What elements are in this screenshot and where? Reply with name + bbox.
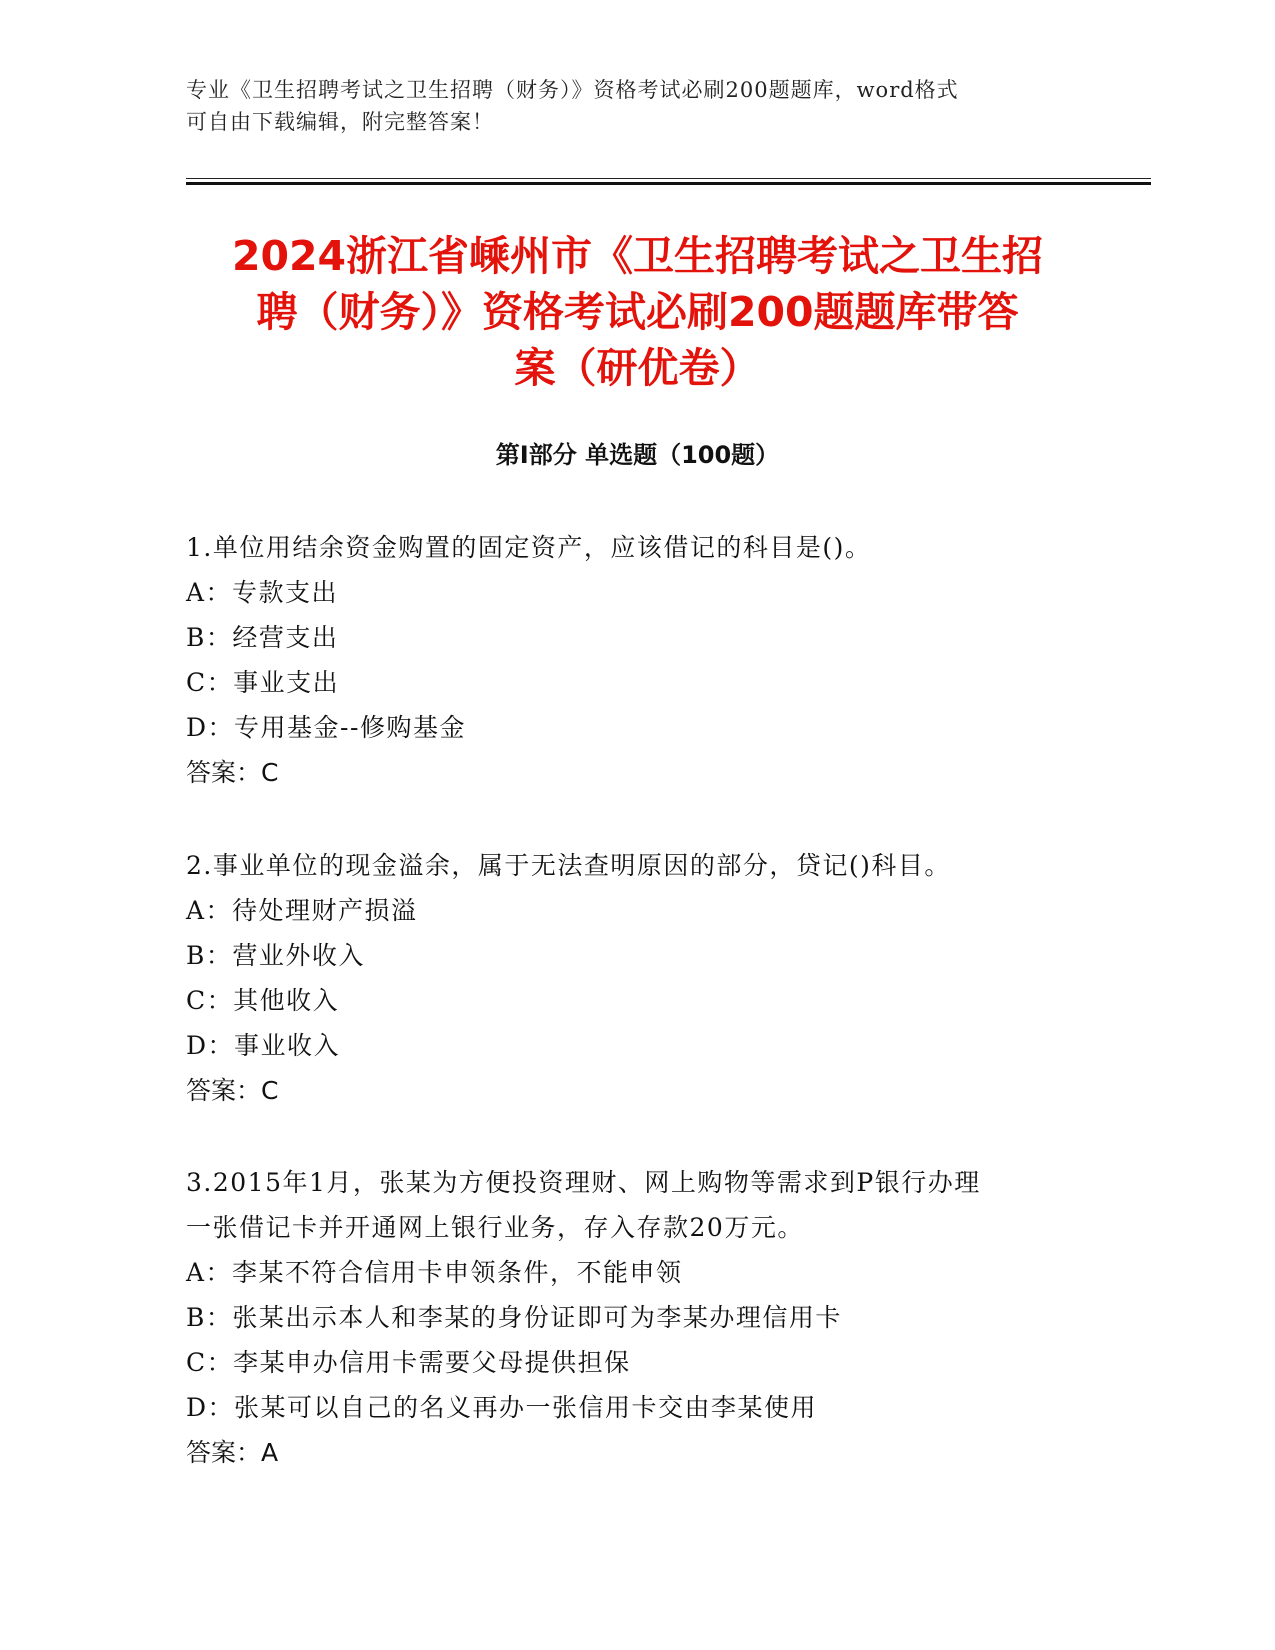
option-b: B：营业外收入 xyxy=(186,941,365,970)
option-a: A：李某不符合信用卡申领条件，不能申领 xyxy=(186,1258,683,1287)
header-divider-thin xyxy=(186,178,1151,179)
option-c: C：事业支出 xyxy=(186,668,340,697)
question-stem: 1.单位用结余资金购置的固定资产，应该借记的科目是()。 xyxy=(186,533,872,562)
document-title-line: 案（研优卷） xyxy=(514,344,761,392)
document-title xyxy=(160,228,1115,396)
header-divider-thick xyxy=(186,182,1151,185)
option-d: D：专用基金--修购基金 xyxy=(186,713,466,742)
option-c: C：李某申办信用卡需要父母提供担保 xyxy=(186,1348,631,1377)
document-title-line: 聘（财务）》资格考试必刷200题题库带答 xyxy=(256,288,1019,336)
document-title-line: 2024浙江省嵊州市《卫生招聘考试之卫生招 xyxy=(231,232,1044,280)
option-d: D：事业收入 xyxy=(186,1031,341,1060)
answer-line: 答案：A xyxy=(186,1438,279,1467)
question-stem-continued: 一张借记卡并开通网上银行业务，存入存款20万元。 xyxy=(186,1213,804,1242)
answer-line: 答案：C xyxy=(186,1076,279,1105)
header-note-line: 专业《卫生招聘考试之卫生招聘（财务）》资格考试必刷200题题库，word格式 xyxy=(186,78,959,102)
option-c: C：其他收入 xyxy=(186,986,340,1015)
question-stem: 3.2015年1月，张某为方便投资理财、网上购物等需求到P银行办理 xyxy=(186,1168,981,1197)
option-d: D：张某可以自己的名义再办一张信用卡交由李某使用 xyxy=(186,1393,818,1422)
option-a: A：待处理财产损溢 xyxy=(186,896,418,925)
option-b: B：经营支出 xyxy=(186,623,339,652)
question-block xyxy=(186,525,1086,795)
answer-line: 答案：C xyxy=(186,758,279,787)
option-b: B：张某出示本人和李某的身份证即可为李某办理信用卡 xyxy=(186,1303,842,1332)
question-stem: 2.事业单位的现金溢余，属于无法查明原因的部分，贷记()科目。 xyxy=(186,851,951,880)
option-a: A：专款支出 xyxy=(186,578,339,607)
section-heading: 第Ⅰ部分 单选题（100题） xyxy=(495,441,780,469)
header-note-line: 可自由下载编辑，附完整答案！ xyxy=(186,110,494,134)
question-block xyxy=(186,843,1086,1113)
header-note xyxy=(186,74,1066,138)
question-block xyxy=(186,1160,1086,1475)
